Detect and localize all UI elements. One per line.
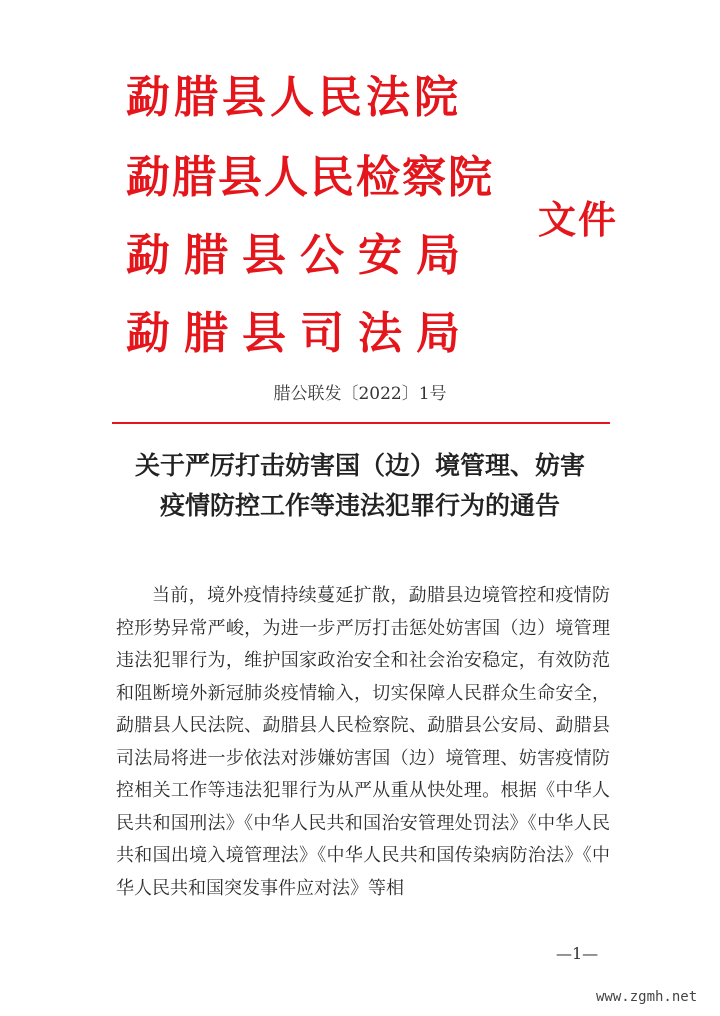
notice-body-paragraph: 当前，境外疫情持续蔓延扩散，勐腊县边境管控和疫情防控形势异常严峻，为进一步严厉打击惩处妨害国（边）境管理违法犯罪行为，维护国家政治安全和社会治安稳定，有效防范和阻断境外新冠肺炎疫情输入，切实保障人民群众生命安全，勐腊县人民法院、勐腊县人民检察院、勐腊县公安局、勐腊县司法局将进一步依法对涉嫌妨害国（边）境管理、妨害疫情防控相关工作等违法犯罪行为从严从重从快处理。根据《中华人民共和国刑法》《中华人民共和国治安管理处罚法》《中华人民共和国出境入境管理法》《中华人民共和国传染病防治法》《中华人民共和国突发事件应对法》等相 [116,585,610,899]
issuer-public-security-bureau: 勐腊县公安局 [126,230,474,281]
issuer-justice-bureau: 勐腊县司法局 [126,308,474,359]
site-watermark: www.zgmh.net [596,989,698,1005]
document-label: 文件 [538,198,619,242]
red-separator-line [112,422,610,424]
notice-title-line-1: 关于严厉打击妨害国（边）境管理、妨害 [134,451,585,480]
document-number: 腊公联发〔2022〕1号 [273,384,447,404]
page-number: —1— [556,944,599,963]
notice-title [60,446,660,526]
issuer-procuratorate: 勐腊县人民检察院 [126,152,494,203]
notice-title-line-2: 疫情防控工作等违法犯罪行为的通告 [159,491,560,520]
issuer-court: 勐腊县人民法院 [126,72,462,123]
